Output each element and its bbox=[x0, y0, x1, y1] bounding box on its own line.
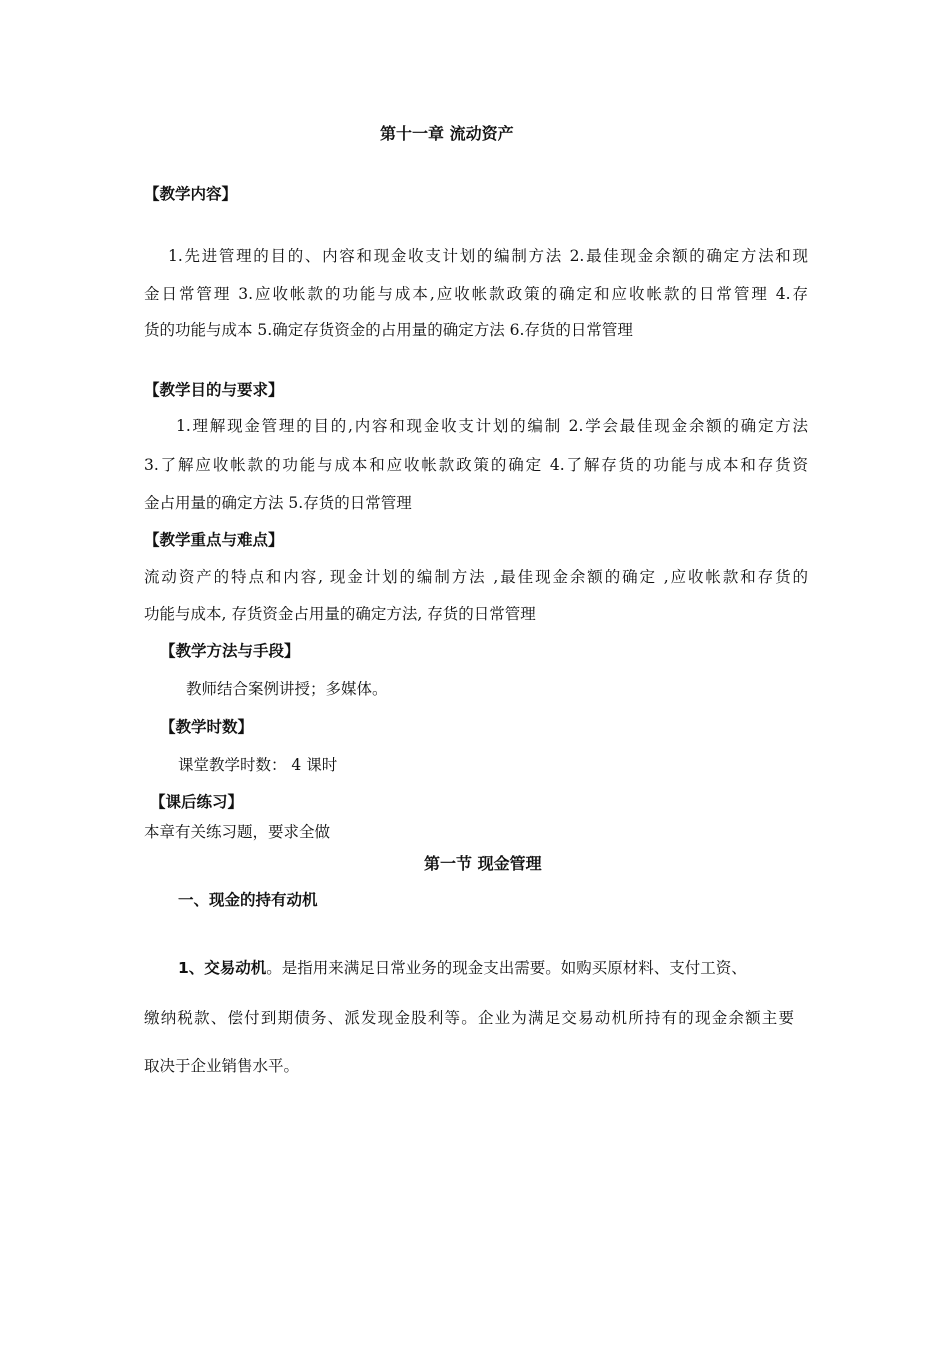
transaction-motive-lead: 1、交易动机 bbox=[178, 959, 267, 977]
transaction-motive-line: 缴纳税款、偿付到期债务、派发现金股利等。企业为满足交易动机所持有的现金余额主要 bbox=[144, 1009, 794, 1027]
transaction-motive-line: 取决于企业销售水平。 bbox=[144, 1057, 300, 1075]
objectives-line: 1.理解现金管理的目的,内容和现金收支计划的编制 2.学会最佳现金余额的确定方法 bbox=[176, 417, 808, 435]
hours-heading: 【教学时数】 bbox=[160, 718, 254, 736]
transaction-motive-text: 。是指用来满足日常业务的现金支出需要。如购买原材料、支付工资、 bbox=[266, 959, 747, 977]
teaching-content-line: 金日常管理 3.应收帐款的功能与成本,应收帐款政策的确定和应收帐款的日常管理 4.存 bbox=[144, 285, 808, 303]
chapter-title: 第十一章 流动资产 bbox=[380, 124, 514, 143]
exercises-text: 本章有关练习题，要求全做 bbox=[144, 823, 331, 841]
hours-text: 课堂教学时数： 4 课时 bbox=[178, 756, 338, 774]
objectives-line: 金占用量的确定方法 5.存货的日常管理 bbox=[144, 494, 412, 512]
teaching-content-line: 1.先进管理的目的、内容和现金收支计划的编制方法 2.最佳现金余额的确定方法和现 bbox=[168, 247, 808, 265]
teaching-content-line: 货的功能与成本 5.确定存货资金的占用量的确定方法 6.存货的日常管理 bbox=[144, 321, 633, 339]
transaction-motive-line bbox=[178, 958, 747, 978]
objectives-line: 3.了解应收帐款的功能与成本和应收帐款政策的确定 4.了解存货的功能与成本和存货资 bbox=[144, 456, 808, 474]
methods-text: 教师结合案例讲授；多媒体。 bbox=[186, 680, 388, 698]
teaching-content-heading: 【教学内容】 bbox=[144, 185, 238, 203]
section-title: 第一节 现金管理 bbox=[424, 854, 542, 873]
key-points-heading: 【教学重点与难点】 bbox=[144, 531, 284, 549]
exercises-heading: 【课后练习】 bbox=[150, 793, 244, 811]
section-subheading: 一、现金的持有动机 bbox=[178, 891, 318, 909]
objectives-heading: 【教学目的与要求】 bbox=[144, 381, 284, 399]
key-points-line: 功能与成本, 存货资金占用量的确定方法, 存货的日常管理 bbox=[144, 605, 536, 623]
methods-heading: 【教学方法与手段】 bbox=[160, 642, 300, 660]
key-points-line: 流动资产的特点和内容, 现金计划的编制方法 ,最佳现金余额的确定 ,应收帐款和存货的 bbox=[144, 568, 808, 586]
